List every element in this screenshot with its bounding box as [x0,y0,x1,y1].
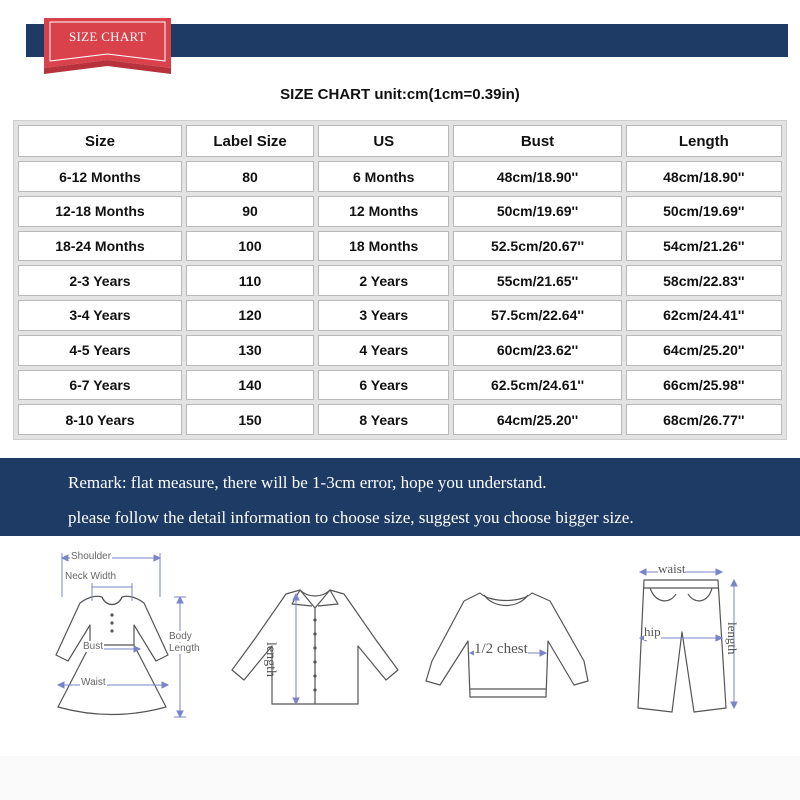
table-cell: 64cm/25.20'' [453,404,621,435]
table-cell: 4 Years [318,335,449,366]
table-cell: 4-5 Years [18,335,182,366]
half-chest-label: 1/2 chest [474,641,528,657]
column-header: Length [626,125,782,157]
table-cell: 58cm/22.83'' [626,265,782,296]
remark-line-1: Remark: flat measure, there will be 1-3cm error, hope you understand. [68,473,547,492]
bust-label: Bust [83,641,104,652]
bottom-strip [0,756,800,800]
column-header: Size [18,125,182,157]
table-cell: 80 [186,161,314,192]
table-cell: 50cm/19.69'' [626,196,782,227]
table-cell: 62.5cm/24.61'' [453,370,621,401]
waist-label: Waist [81,677,106,688]
table-cell: 8-10 Years [18,404,182,435]
pants-hip-label: hip [644,624,661,639]
table-cell: 6-12 Months [18,161,182,192]
neck-width-label: Neck Width [65,571,117,582]
size-chart-ribbon [44,18,171,76]
table-cell: 18 Months [318,231,449,262]
table-cell: 12 Months [318,196,449,227]
sweater-diagram [418,585,598,710]
table-row [18,370,782,401]
column-header: Bust [453,125,621,157]
table-cell: 68cm/26.77'' [626,404,782,435]
table-cell: 3-4 Years [18,300,182,331]
table-cell: 64cm/25.20'' [626,335,782,366]
shirt-diagram [226,582,406,712]
table-row [18,265,782,296]
table-cell: 18-24 Months [18,231,182,262]
table-row [18,300,782,331]
remark-line-2: please follow the detail information to choose size, suggest you choose bigger size. [68,508,634,527]
dress-diagram [20,545,220,725]
table-cell: 8 Years [318,404,449,435]
pants-diagram [622,558,762,718]
table-cell: 2 Years [318,265,449,296]
body-length-label-1: Body [169,631,192,642]
table-row [18,231,782,262]
pants-length-label: length [725,622,740,655]
shoulder-label: Shoulder [71,551,112,562]
table-header-row [18,125,782,157]
pants-icon [622,558,762,718]
column-header: Label Size [186,125,314,157]
column-header: US [318,125,449,157]
table-cell: 66cm/25.98'' [626,370,782,401]
table-row [18,335,782,366]
table-row [18,404,782,435]
table-cell: 120 [186,300,314,331]
chart-heading: SIZE CHART unit:cm(1cm=0.39in) [280,86,520,103]
size-chart-ribbon-label: SIZE CHART [69,29,146,44]
pants-waist-label: waist [658,561,686,576]
table-cell: 100 [186,231,314,262]
shirt-length-label: length [263,642,278,677]
table-cell: 48cm/18.90'' [453,161,621,192]
table-cell: 130 [186,335,314,366]
table-cell: 2-3 Years [18,265,182,296]
table-cell: 6 Years [318,370,449,401]
table-cell: 12-18 Months [18,196,182,227]
table-cell: 60cm/23.62'' [453,335,621,366]
table-cell: 150 [186,404,314,435]
table-cell: 62cm/24.41'' [626,300,782,331]
table-cell: 52.5cm/20.67'' [453,231,621,262]
table-cell: 48cm/18.90'' [626,161,782,192]
table-cell: 54cm/21.26'' [626,231,782,262]
table-cell: 6-7 Years [18,370,182,401]
table-cell: 3 Years [318,300,449,331]
table-cell: 55cm/21.65'' [453,265,621,296]
remark-band [0,458,800,536]
table-cell: 140 [186,370,314,401]
size-table [13,120,787,440]
table-cell: 57.5cm/22.64'' [453,300,621,331]
table-row [18,196,782,227]
table-cell: 90 [186,196,314,227]
table-cell: 6 Months [318,161,449,192]
table-cell: 110 [186,265,314,296]
body-length-label-2: Length [169,643,200,654]
shirt-icon [226,582,406,712]
table-row [18,161,782,192]
table-cell: 50cm/19.69'' [453,196,621,227]
